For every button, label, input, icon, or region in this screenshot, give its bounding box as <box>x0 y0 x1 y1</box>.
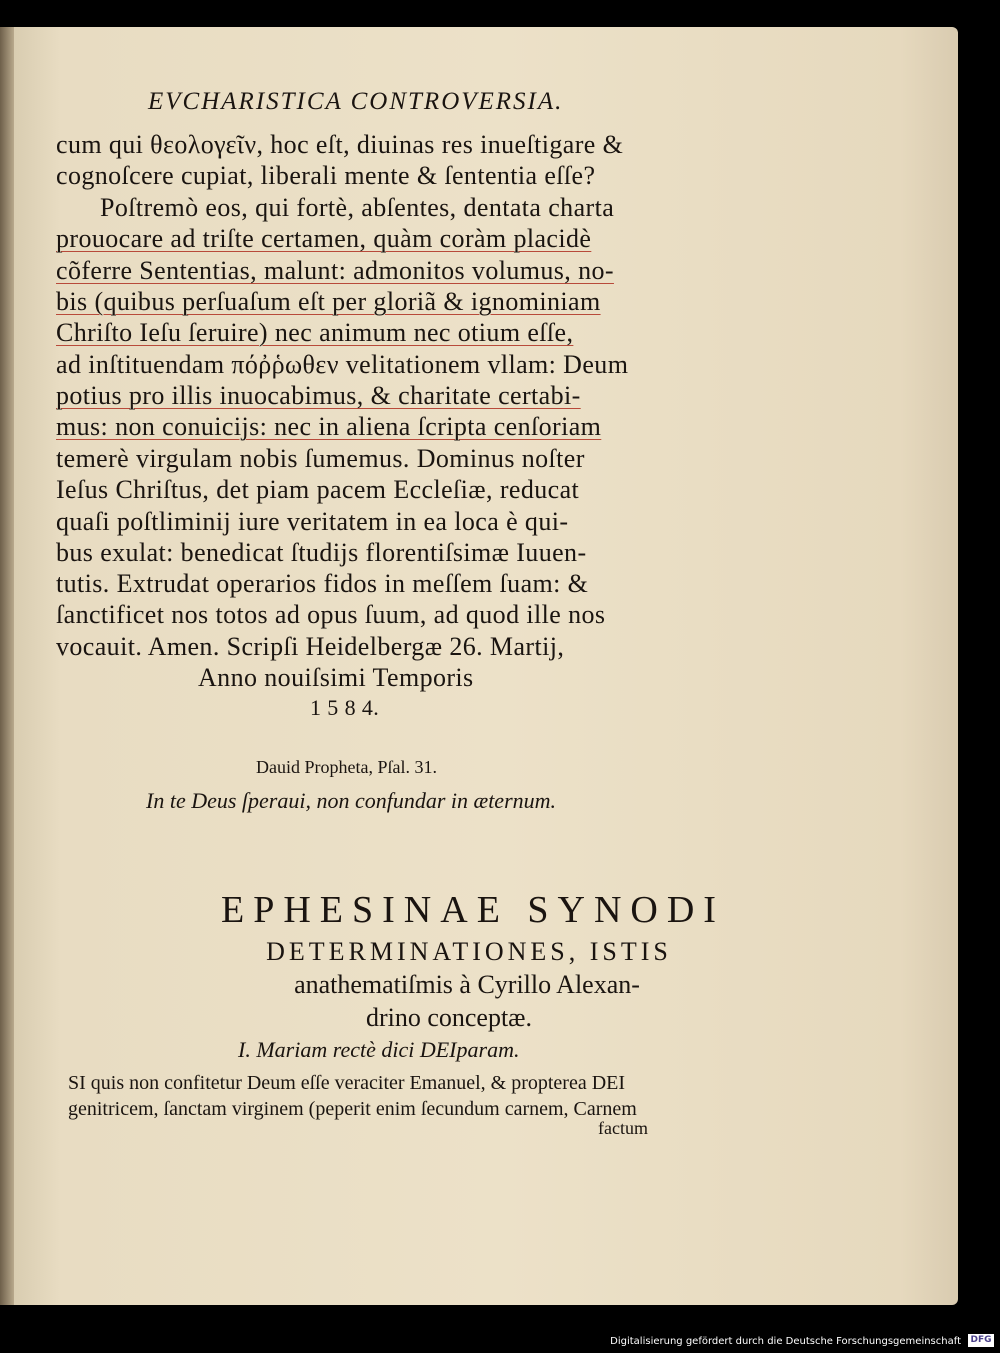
article-heading: I. Mariam rectè dici DEIparam. <box>238 1037 520 1062</box>
body-line: cõferre Sententias, malunt: admonitos volumus, no- <box>56 256 614 285</box>
section-title: EPHESINAE SYNODI <box>221 889 725 931</box>
running-head: EVCHARISTICA CONTROVERSIA. <box>148 88 564 115</box>
title-line-4: drino conceptæ. <box>365 1003 533 1032</box>
body-line: cognoſcere cupiat, liberali mente & ſententia eſſe? <box>56 161 596 190</box>
body-line: Ieſus Chriſtus, det piam pacem Eccleſiæ, reducat <box>56 475 580 504</box>
body-line: ſanctificet nos totos ad opus ſuum, ad quod ille nos <box>56 600 606 629</box>
page-gutter-shadow <box>0 27 14 1305</box>
body-line: prouocare ad triſte certamen, quàm coràm placidè <box>56 224 592 253</box>
body-line: mus: non conuicijs: nec in aliena ſcripta cenſoriam <box>56 412 602 441</box>
body-line: potius pro illis inuocabimus, & charitate certabi- <box>56 381 581 410</box>
motto: In te Deus ſperaui, non confundar in æternum. <box>146 788 557 813</box>
body-line: bis (quibus perſuaſum eſt per gloriã & ignominiam <box>56 287 601 316</box>
date-line: Anno nouiſsimi Temporis <box>198 663 474 692</box>
body-line: Chriſto Ieſu ſeruire) nec animum nec otium eſſe, <box>56 318 574 347</box>
section-subtitle: DETERMINATIONES, ISTIS <box>266 937 672 966</box>
body-line: bus exulat: benedicat ſtudijs florentiſsimæ Iuuen- <box>56 538 587 567</box>
body-line: quaſi poſtliminij iure veritatem in ea loca è qui- <box>56 507 569 536</box>
body-line: temerè virgulam nobis ſumemus. Dominus noſter <box>56 444 585 473</box>
digitization-credit: Digitalisierung gefördert durch die Deutsche Forschungsgemeinschaft <box>607 1335 964 1348</box>
body-line: cum qui θεολογεῖν, hoc eſt, diuinas res inueſtigare & <box>56 130 624 159</box>
body-line: Poſtremò eos, qui fortè, abſentes, dentata charta <box>100 193 615 222</box>
article-line: SI quis non confitetur Deum eſſe veraciter Emanuel, & propterea DEI <box>68 1072 626 1094</box>
body-line: vocauit. Amen. Scripſi Heidelbergæ 26. Martij, <box>56 632 565 661</box>
year: 1 5 8 4. <box>310 695 380 720</box>
catchword: factum <box>598 1118 648 1138</box>
body-line: tutis. Extrudat operarios fidos in meſſem ſuam: & <box>56 569 589 598</box>
scripture-citation: Dauid Propheta, Pſal. 31. <box>256 757 437 777</box>
body-line: ad inſtituendam πόῤῥωθεν velitationem vllam: Deum <box>56 350 629 379</box>
article-line: genitricem, ſanctam virginem (peperit enim ſecundum carnem, Carnem <box>68 1098 637 1120</box>
title-line-3: anathematiſmis à Cyrillo Alexan- <box>294 970 640 999</box>
dfg-logo: DFG <box>968 1334 994 1347</box>
